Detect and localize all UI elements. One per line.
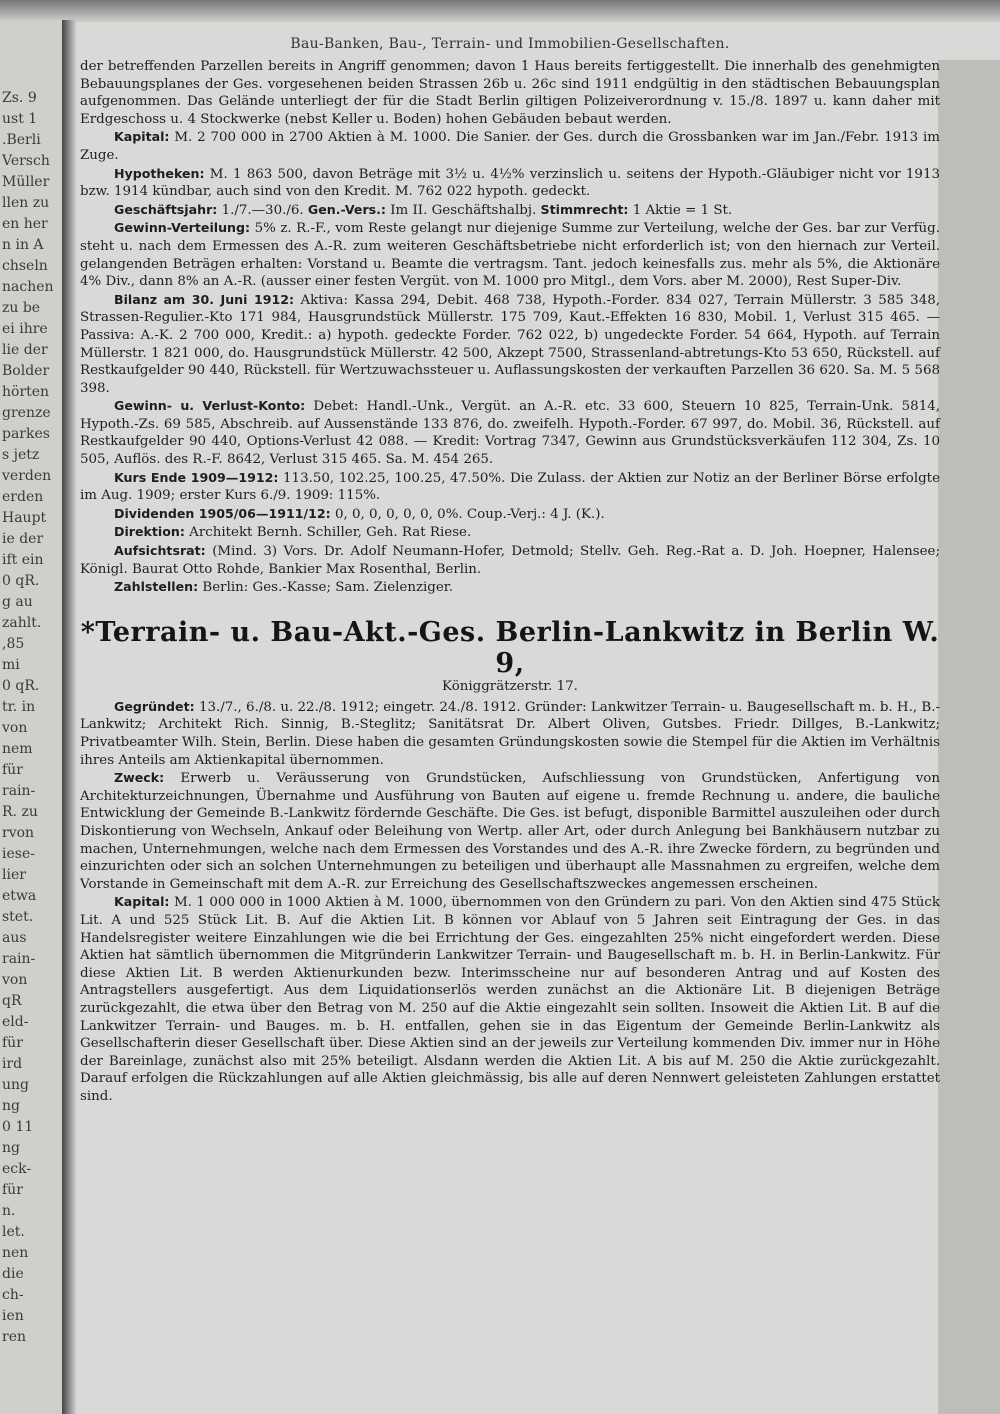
left-strip-fragment: 0 qR. xyxy=(2,573,40,589)
left-strip-fragment: R. zu xyxy=(2,804,38,820)
left-strip-fragment: eld- xyxy=(2,1014,29,1030)
paragraph-zweck xyxy=(80,769,940,893)
label-gen-vers: Gen.-Vers.: xyxy=(307,201,386,217)
label-bilanz: Bilanz am 30. Juni 1912: xyxy=(114,291,295,307)
left-strip-fragment: iese- xyxy=(2,846,35,862)
paragraph-direktion xyxy=(80,523,940,542)
label-gewinn-verlust: Gewinn- u. Verlust-Konto: xyxy=(114,398,306,414)
adjacent-page-strip xyxy=(0,20,62,1414)
left-strip-fragment: g au xyxy=(2,594,33,610)
left-strip-fragment: ,85 xyxy=(2,636,25,652)
label-gewinn-verteilung: Gewinn-Verteilung: xyxy=(114,220,251,236)
left-strip-fragment: parkes xyxy=(2,426,50,442)
label-aufsichtsrat: Aufsichtsrat: xyxy=(114,543,206,559)
left-strip-fragment: llen zu xyxy=(2,195,50,211)
text-gen-vers: Im II. Geschäftshalbj. xyxy=(390,202,537,218)
left-strip-fragment: nem xyxy=(2,741,33,757)
label-kapital-2: Kapital: xyxy=(114,894,170,910)
book-gutter xyxy=(62,20,76,1414)
text-gewinn-verlust: Debet: Handl.-Unk., Vergüt. an A.-R. etc. 33 600, Steuern 10 825, Terrain-Unk. 5814, Hypoth.-Zs. 69 585, Abschreib. auf Aussenstände 133 876, do. zweifelh. Hypoth.-Forder. 67 997, do. Mobil. 36, Rückstell. auf Restkaufgelder 90 440, Options-Verlust 42 088. — Kredit: Vortrag 7347, Gewinn aus Grundstücksverkäufen 112 304, Zs. 10 505, Auflös. des R.-F. 8642, Verlust 315 465. Sa. M. 454 265. xyxy=(80,399,940,468)
left-strip-fragment: eck- xyxy=(2,1161,32,1177)
left-strip-fragment: ch- xyxy=(2,1287,24,1303)
left-strip-fragment: hörten xyxy=(2,384,50,400)
left-strip-fragment: mi xyxy=(2,657,20,673)
left-strip-fragment: ift ein xyxy=(2,552,44,568)
left-strip-fragment: n. xyxy=(2,1203,16,1219)
label-hypotheken: Hypotheken: xyxy=(114,165,205,181)
paragraph-hypotheken xyxy=(80,165,940,201)
left-strip-fragment: ng xyxy=(2,1140,20,1156)
label-gegruendet: Gegründet: xyxy=(114,698,195,714)
paragraph-kapital xyxy=(80,128,940,164)
left-strip-fragment: ng xyxy=(2,1098,20,1114)
label-direktion: Direktion: xyxy=(114,524,185,540)
left-strip-fragment: ei ihre xyxy=(2,321,48,337)
left-strip-fragment: Zs. 9 xyxy=(2,90,37,106)
left-strip-fragment: 0 11 xyxy=(2,1119,34,1135)
left-strip-fragment: Müller xyxy=(2,174,50,190)
left-strip-fragment: 0 qR. xyxy=(2,678,40,694)
left-strip-fragment: grenze xyxy=(2,405,51,421)
text-gegruendet: 13./7., 6./8. u. 22./8. 1912; eingetr. 24./8. 1912. Gründer: Lankwitzer Terrain- u. Baugesellschaft m. b. H., B.-Lankwitz; Architekt Rich. Sinnig, B.-Steglitz; Sanitätsrat Dr. Albert Oliven, Gutsbes. Friedr. Dillges, B.-Lankwitz; Privatbeamter Wilh. Stein, Berlin. Diese haben die gesamten Gründungskosten sowie die Stempel für die Aktien im Verhältnis ihres Anteils am Aktienkapital übernommen. xyxy=(80,699,940,768)
left-strip-fragment: lie der xyxy=(2,342,48,358)
left-strip-fragment: ust 1 xyxy=(2,111,38,127)
paragraph-gewinn-verteilung xyxy=(80,219,940,290)
running-header: Bau-Banken, Bau-, Terrain- und Immobilien-Gesellschaften. xyxy=(290,36,730,52)
paragraph-geschaeftsjahr xyxy=(80,201,940,220)
left-strip-fragment: ung xyxy=(2,1077,29,1093)
left-strip-fragment: für xyxy=(2,762,23,778)
text-direktion: Architekt Bernh. Schiller, Geh. Rat Riese. xyxy=(189,525,472,541)
paragraph-aufsichtsrat xyxy=(80,542,940,578)
label-stimmrecht: Stimmrecht: xyxy=(540,201,629,217)
left-strip-fragment: ien xyxy=(2,1308,24,1324)
left-strip-fragment: Versch xyxy=(2,153,50,169)
top-shadow xyxy=(0,0,1000,22)
text-kurs: 113.50, 102.25, 100.25, 47.50%. Die Zulass. der Aktien zur Notiz an der Berliner Börse erfolgte im Aug. 1909; erster Kurs 6./9. 1909: 115%. xyxy=(80,470,940,504)
paragraph-bilanz xyxy=(80,291,940,398)
paragraph-gegruendet xyxy=(80,698,940,769)
text-zahlstellen: Berlin: Ges.-Kasse; Sam. Zielenziger. xyxy=(202,580,453,596)
paragraph-kurs xyxy=(80,469,940,505)
left-strip-fragment: aus xyxy=(2,930,27,946)
left-strip-fragment: zahlt. xyxy=(2,615,42,631)
left-strip-fragment: die xyxy=(2,1266,24,1282)
text-kapital-2: M. 1 000 000 in 1000 Aktien à M. 1000, übernommen von den Gründern zu pari. Von den Aktien sind 475 Stück Lit. A und 525 Stück Lit. B. Auf die Aktien Lit. B können vor Ablauf von 5 Jahren seit Eintragung der Ges. in das Handelsregister weitere Einzahlungen wie die bei Errichtung der Ges. eingezahlten 25% nicht eingefordert werden. Diese Aktien hat sämtlich übernommen die Mitgründerin Lankwitzer Terrain- und Baugesellschaft m. b. H. in Berlin-Lankwitz. Für diese Aktien Lit. B werden Aktienurkunden bezw. Interimsscheine nur auf besonderen Antrag und auf Kosten des Antragstellers ausgefertigt. Aus dem Liquidationserlös werden zunächst an die Aktionäre Lit. B diejenigen Beträge zurückgezahlt, die etwa über den Betrag von M. 250 auf die Aktie eingezahlt sein sollten. Insoweit die Aktien Lit. B auf die Lankwitzer Terrain- und Bauges. m. b. H. entfallen, gehen sie in das Eigentum der Gemeinde Berlin-Lankwitz als Gesellschafterin dieser Gesellschaft über. Diese Aktien sind an der jeweils zur Verteilung kommenden Div. immer nur in Höhe der Bareinlage, zunächst also mit 25% beteiligt. Alsdann werden die Aktien Lit. A bis auf M. 250 die Aktie zurückgezahlt. Darauf erfolgen die Rückzahlungen auf alle Aktien gleichmässig, bis alle auf deren Nennwert geleisteten Zahlungen erstattet sind. xyxy=(80,895,940,1104)
paragraph-zahlstellen xyxy=(80,578,940,597)
left-strip-fragment: chseln xyxy=(2,258,48,274)
left-strip-fragment: tr. in xyxy=(2,699,36,715)
label-geschaeftsjahr: Geschäftsjahr: xyxy=(114,201,218,217)
company-heading: *Terrain- u. Bau-Akt.-Ges. Berlin-Lankwitz in Berlin W. 9, xyxy=(80,616,940,679)
label-kapital: Kapital: xyxy=(114,129,170,145)
label-zahlstellen: Zahlstellen: xyxy=(114,579,199,595)
left-strip-fragment: rain- xyxy=(2,951,36,967)
left-strip-fragment: Bolder xyxy=(2,363,50,379)
left-strip-fragment: .Berli xyxy=(2,132,41,148)
company-address: Königgrätzerstr. 17. xyxy=(442,678,578,694)
left-strip-fragment: nen xyxy=(2,1245,29,1261)
left-strip-fragment: en her xyxy=(2,216,48,232)
left-strip-fragment: lier xyxy=(2,867,26,883)
left-strip-fragment: let. xyxy=(2,1224,25,1240)
left-strip-fragment: rvon xyxy=(2,825,35,841)
paragraph-dividenden xyxy=(80,505,940,524)
left-strip-fragment: für xyxy=(2,1035,23,1051)
text-aufsichtsrat: (Mind. 3) Vors. Dr. Adolf Neumann-Hofer, Detmold; Stellv. Geh. Reg.-Rat a. D. Joh. Hoepner, Halensee; Königl. Baurat Otto Rohde, Bankier Max Rosenthal, Berlin. xyxy=(80,544,940,577)
text-kapital: M. 2 700 000 in 2700 Aktien à M. 1000. Die Sanier. der Ges. durch die Grossbanken war im Jan./Febr. 1913 im Zuge. xyxy=(80,130,940,163)
paragraph-kapital-2 xyxy=(80,893,940,1105)
left-strip-fragment: etwa xyxy=(2,888,37,904)
left-strip-fragment: ren xyxy=(2,1329,26,1345)
left-strip-fragment: verden xyxy=(2,468,52,484)
left-strip-fragment: von xyxy=(2,972,28,988)
left-strip-fragment: nachen xyxy=(2,279,54,295)
label-kurs: Kurs Ende 1909—1912: xyxy=(114,469,279,485)
text-stimmrecht: 1 Aktie = 1 St. xyxy=(632,202,733,218)
left-strip-fragment: Haupt xyxy=(2,510,47,526)
text-dividenden: 0, 0, 0, 0, 0, 0, 0%. Coup.-Verj.: 4 J. (K.). xyxy=(334,506,605,522)
text-hypotheken: M. 1 863 500, davon Beträge mit 3½ u. 4½% verzinslich u. seitens der Hypoth.-Gläubiger nicht vor 1913 bzw. 1914 kündbar, auch sind von den Kredit. M. 762 022 hypoth. gedeckt. xyxy=(80,166,940,200)
left-strip-fragment: für xyxy=(2,1182,23,1198)
text-zweck: Erwerb u. Veräusserung von Grundstücken, Aufschliessung von Grundstücken, Anfertigung von Architekturzeichnungen, Übernahme und Ausführung von Bauten auf eigene u. fremde Rechnung u. andere, die bauliche Entwicklung der Gemeinde B.-Lankwitz fördernde Geschäfte. Die Ges. ist befugt, disponible Barmittel auszuleihen oder durch Diskontierung von Wechseln, Ankauf oder Beleihung von Wertp. aller Art, oder durch Anlegung bei Bankhäusern nutzbar zu machen, Unternehmungen, welche nach dem Ermessen des Vorstandes und des A.-R. ihre Zwecke fördern, zu begründen und einzurichten oder sich an solchen Unternehmungen zu beteiligen und überhaupt alle Massnahmen zu ergreifen, welche dem Vorstande in Gemeinschaft mit dem A.-R. zur Erreichung des Gesellschaftszweckes angemessen erscheinen. xyxy=(80,771,940,892)
paragraph-intro: der betreffenden Parzellen bereits in Angriff genommen; davon 1 Haus bereits fertiggestellt. Die innerhalb des genehmigten Bebauungsplanes der Ges. vorgesehenen beiden Strassen 26b u. 26c sind 1911 endgültig in den städtischen Bebauungsplan aufgenommen. Das Gelände unterliegt der für die Stadt Berlin giltigen Polizeiverordnung v. 15./8. 1897 u. kann daher mit Erdgeschoss u. 4 Stockwerke (nebst Keller u. Boden) hohen Gebäuden bebaut werden. xyxy=(80,59,940,127)
left-strip-fragment: qR xyxy=(2,993,22,1009)
paragraph-gewinn-verlust xyxy=(80,397,940,468)
left-strip-fragment: ie der xyxy=(2,531,44,547)
left-strip-fragment: ird xyxy=(2,1056,23,1072)
left-strip-fragment: erden xyxy=(2,489,44,505)
left-strip-fragment: s jetz xyxy=(2,447,40,463)
left-strip-fragment: zu be xyxy=(2,300,41,316)
label-zweck: Zweck: xyxy=(114,770,165,786)
text-geschaeftsjahr: 1./7.—30./6. xyxy=(221,202,304,218)
left-strip-fragment: stet. xyxy=(2,909,34,925)
page-content xyxy=(80,36,940,1414)
text-gewinn-verteilung: 5% z. R.-F., vom Reste gelangt nur diejenige Summe zur Verteilung, welche der Ges. bar zur Verfüg. steht u. nach dem Ermessen des A.-R. zum weiteren Geschäftsbetriebe nicht erforderlich ist; von den hiernach zur Verteil. gelangenden Beträgen erhalten: Vorstand u. Beamte die vertragsm. Tant. jedoch keinesfalls zus. mehr als 5%, die Aktionäre 4% Div., dann 8% an A.-R. (ausser einer festen Vergüt. von M. 1000 pro Mitgl., dem Vors. aber M. 2000), Rest Super-Div. xyxy=(80,221,941,290)
left-strip-fragment: rain- xyxy=(2,783,36,799)
text-bilanz: Aktiva: Kassa 294, Debit. 468 738, Hypoth.-Forder. 834 027, Terrain Müllerstr. 3 585 348, Strassen-Regulier.-Kto 171 984, Hausgrundstück Müllerstr. 175 709, Kaut.-Effekten 16 830, Mobil. 1, Verlust 315 465. — Passiva: A.-K. 2 700 000, Kredit.: a) hypoth. gedeckte Forder. 762 022, b) ungedeckte Forder. 54 664, Hypoth. auf Terrain Müllerstr. 1 821 000, do. Hausgrundstück Müllerstr. 42 500, Akzept 7500, Strassenland-abtretungs-Kto 53 650, Rückstell. auf Restkaufgelder 90 440, Rückstell. für Wertzuwachssteuer u. Auflassungskosten der verkauften Parzellen 36 620. Sa. M. 5 568 398. xyxy=(80,292,940,396)
label-dividenden: Dividenden 1905/06—1911/12: xyxy=(114,505,331,521)
left-strip-fragment: von xyxy=(2,720,28,736)
left-strip-fragment: n in A xyxy=(2,237,44,253)
right-page-edge xyxy=(938,60,1000,1414)
